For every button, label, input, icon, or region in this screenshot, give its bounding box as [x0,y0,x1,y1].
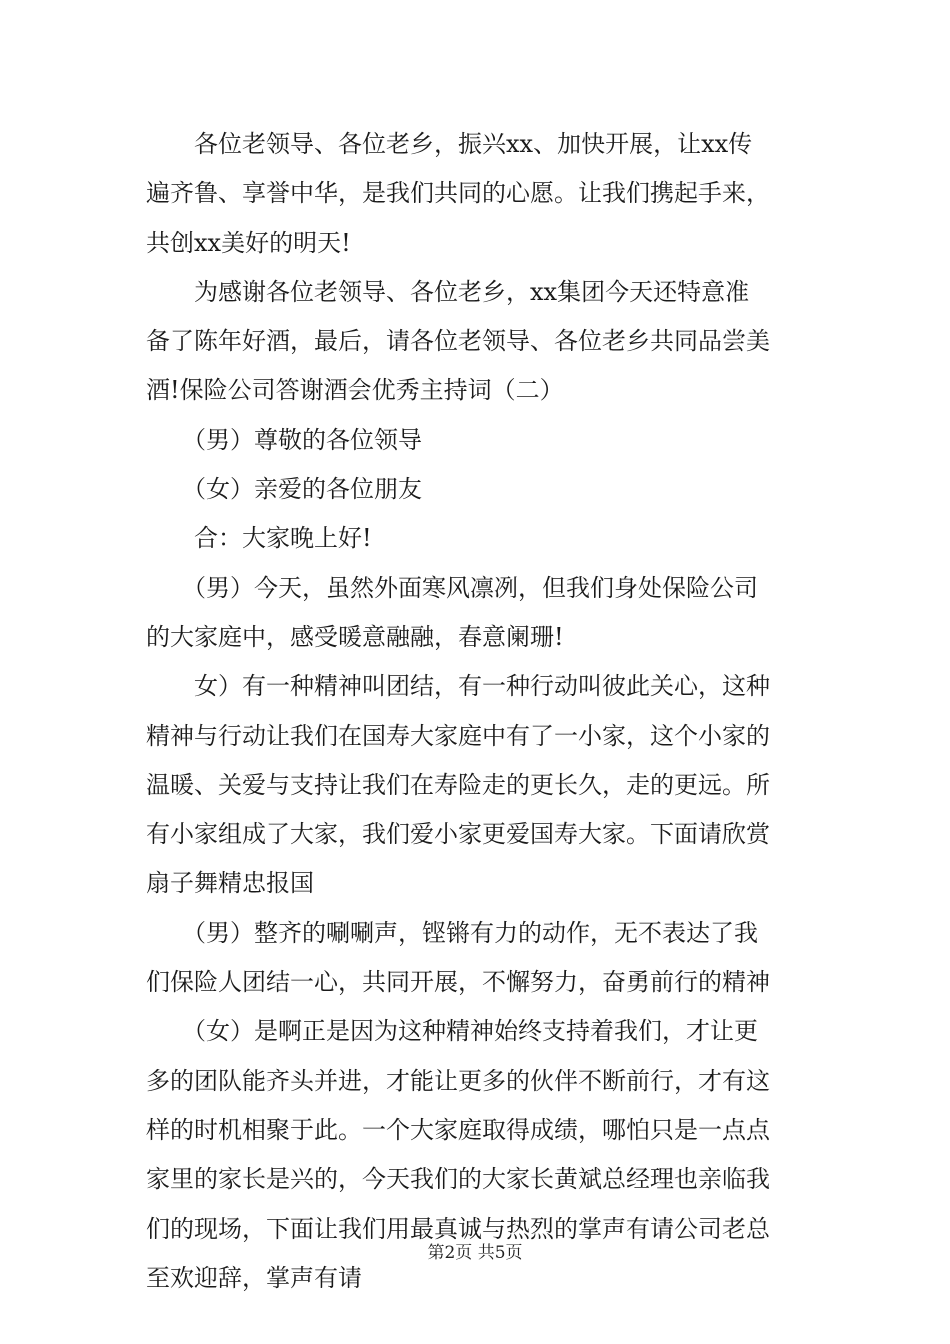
text-line: 样的时机相聚于此。一个大家庭取得成绩，哪怕只是一点点 [146,1115,770,1144]
text-line: 们的现场，下面让我们用最真诚与热烈的掌声有请公司老总 [146,1214,770,1243]
text-line: 至欢迎辞，掌声有请 [146,1263,362,1292]
text-line: 多的团队能齐头并进，才能让更多的伙伴不断前行，才有这 [146,1066,770,1095]
text-line: （女）是啊正是因为这种精神始终支持着我们，才让更 [146,1017,758,1046]
text-line: 各位老领导、各位老乡，振兴xx、加快开展，让xx传 [146,130,753,158]
document-body [146,120,808,1303]
page-number-footer: 第2页 共5页 [427,1243,523,1263]
text-line: 遍齐鲁、享誉中华，是我们共同的心愿。让我们携起手来， [146,179,770,208]
text-line: 备了陈年好酒，最后，请各位老领导、各位老乡共同品尝美 [146,327,770,356]
text-line: 家里的家长是兴的，今天我们的大家长黄斌总经理也亲临我 [146,1165,770,1194]
text-line: （男）尊敬的各位领导 [146,425,422,454]
text-line: 共创xx美好的明天! [146,228,351,257]
text-line: 合：大家晚上好! [146,524,372,553]
text-line: 精神与行动让我们在国寿大家庭中有了一小家，这个小家的 [146,721,770,750]
text-line: 温暖、关爱与支持让我们在寿险走的更长久，走的更远。所 [146,770,770,799]
text-line: 为感谢各位老领导、各位老乡，xx集团今天还特意准 [146,277,750,306]
text-line: （男）今天，虽然外面寒风凛冽，但我们身处保险公司 [146,573,758,602]
text-line: 扇子舞精忠报国 [146,869,314,898]
text-line: （男）整齐的唰唰声，铿锵有力的动作，无不表达了我 [146,918,758,947]
text-line: 酒!保险公司答谢酒会优秀主持词（二） [146,376,564,405]
text-line: 女）有一种精神叫团结，有一种行动叫彼此关心，这种 [146,672,770,701]
text-line: 们保险人团结一心，共同开展，不懈努力，奋勇前行的精神 [146,968,770,997]
text-line: 有小家组成了大家，我们爱小家更爱国寿大家。下面请欣赏 [146,820,770,849]
text-line: 的大家庭中，感受暖意融融，春意阑珊! [146,622,564,651]
text-line: （女）亲爱的各位朋友 [146,475,422,504]
